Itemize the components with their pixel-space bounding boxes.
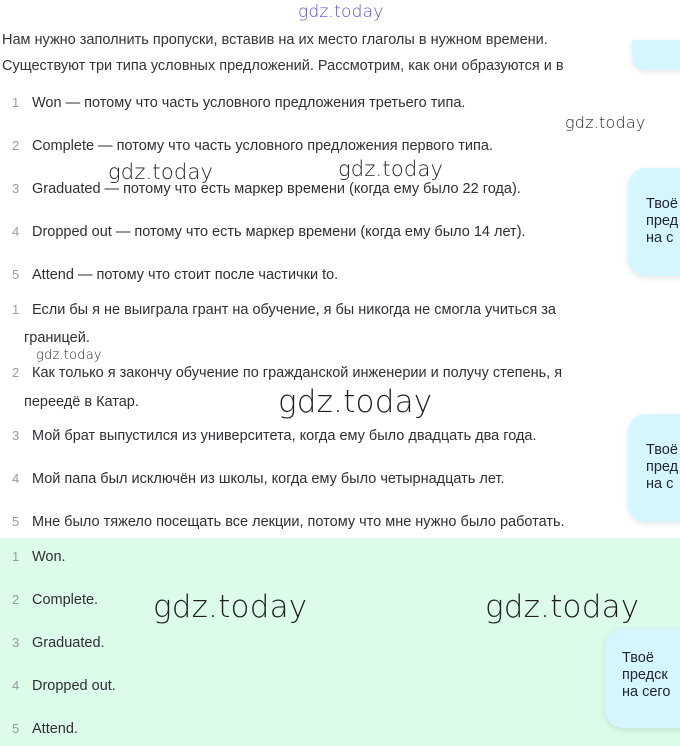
watermark: gdz.today [108,160,214,184]
item-text: Как только я закончу обучение по гражданской инженерии и получу степень, я [32,365,563,381]
item-number: 1 [12,302,20,317]
item-text: Won — потому что часть условного предложения третьего типа. [32,95,466,111]
item-number: 3 [12,428,20,443]
item-number: 2 [12,138,20,153]
item-text: границей. [24,330,90,346]
item-text: переедё в Катар. [24,394,139,410]
item-text: Complete — потому что часть условного предложения первого типа. [32,138,493,154]
item-text: Attend — потому что стоит после частички to. [32,267,339,283]
card-text: пред [646,459,679,475]
card-text: Твоё [646,196,678,212]
item-text: Мне было тяжело посещать все лекции, потому что мне нужно было работать. [32,514,565,530]
watermark: gdz.today [278,384,433,420]
card-text: предск [622,667,668,683]
side-card-top[interactable] [632,40,680,70]
watermark: gdz.today [485,589,640,625]
item-text: Won. [32,549,66,565]
intro-line: Существуют три типа условных предложений. Рассмотрим, как они образуются и в [2,58,564,74]
intro-line: Нам нужно заполнить пропуски, вставив на их место глаголы в нужном времени. [2,32,548,48]
item-number: 3 [12,635,20,650]
item-text: Complete. [32,592,99,608]
item-number: 2 [12,592,20,607]
item-text: Dropped out — потому что есть маркер времени (когда ему было 14 лет). [32,224,526,240]
watermark: gdz.today [36,348,102,363]
item-number: 5 [12,267,20,282]
card-text: на с [646,230,674,246]
item-number: 2 [12,365,20,380]
item-number: 5 [12,721,20,736]
watermark: gdz.today [153,589,308,625]
item-text: Attend. [32,721,78,737]
item-number: 4 [12,678,20,693]
item-number: 1 [12,95,20,110]
watermark: gdz.today [338,157,444,181]
item-number: 4 [12,224,20,239]
side-promo-card[interactable] [628,168,680,276]
watermark: gdz.today [565,113,646,132]
item-number: 4 [12,471,20,486]
watermark-top: gdz.today [298,2,384,22]
card-text: пред [646,213,679,229]
item-number: 3 [12,181,20,196]
card-text: на сего [622,684,671,700]
card-text: Твоё [622,650,654,666]
card-text: на с [646,476,674,492]
item-number: 5 [12,514,20,529]
item-text: Мой брат выпустился из университета, когда ему было двадцать два года. [32,428,537,444]
item-text: Graduated — потому что есть маркер времени (когда ему было 22 года). [32,181,521,197]
side-promo-card[interactable] [628,414,680,522]
item-text: Если бы я не выиграла грант на обучение, я бы никогда не смогла учиться за [32,302,556,318]
item-number: 1 [12,549,20,564]
item-text: Dropped out. [32,678,116,694]
item-text: Graduated. [32,635,105,651]
item-text: Мой папа был исключён из школы, когда ему было четырнадцать лет. [32,471,505,487]
side-promo-card[interactable] [605,628,680,728]
card-text: Твоё [646,442,678,458]
